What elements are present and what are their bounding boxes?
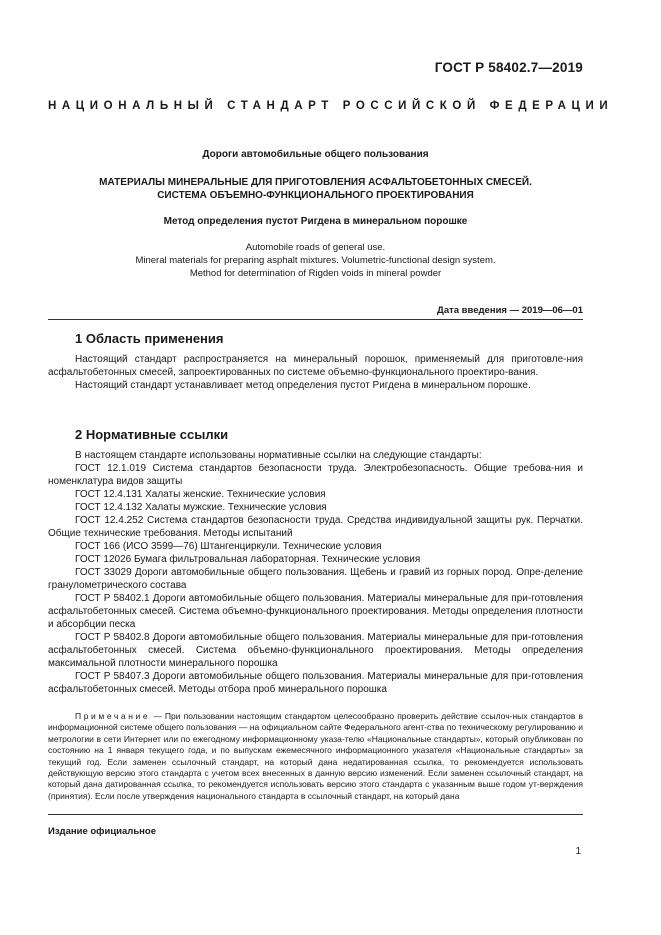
title-english (48, 241, 583, 280)
header-divider (48, 319, 583, 320)
note-label: Примечание (75, 711, 151, 721)
national-standard-banner: НАЦИОНАЛЬНЫЙ СТАНДАРТ РОССИЙСКОЙ ФЕДЕРАЦИИ (48, 100, 614, 112)
page-number: 1 (575, 846, 581, 857)
footer-divider (48, 814, 583, 815)
section1-paragraph: Настоящий стандарт устанавливает метод определения пустот Ригдена в минеральном порошке. (75, 380, 531, 391)
note-text: — При пользовании настоящим стандартом целесообразно проверить действие ссылоч-ных стандартов в информационной системе общего пользования — на официальном сайте Федерального агент-ства по техническому регулированию и метрологии в сети Интернет или по ежегодному информационному указа-телю «Национальные стандарты», который опубликован по состоянию на 1 января текущего года, и по выпускам ежемесячного информационного указателя «Национальные стандарты» за текущий год. Если заменен ссылочный стандарт, на который дана недатированная ссылка, то рекомендуется использовать действующую версию этого стандарта с учетом всех внесенных в данную версию изменений. Если заменен ссылочный стандарт, на который дана датированная ссылка, то рекомендуется использовать версию этого стандарта с указанным выше годом ут-верждения (принятия). Если после утверждения национального стандарта в ссылочный стандарт, на который дана (48, 711, 583, 801)
reference-item: ГОСТ 33029 Дороги автомобильные общего пользования. Щебень и гравий из горных пород. Опре-деление гранулометрического состава (48, 567, 583, 591)
title-group: Дороги автомобильные общего пользования (202, 149, 429, 160)
title-english-line2: Mineral materials for preparing asphalt mixtures. Volumetric-functional design system. (135, 255, 496, 266)
title-english-line1: Automobile roads of general use. (245, 242, 386, 253)
reference-item: ГОСТ Р 58402.1 Дороги автомобильные общего пользования. Материалы минеральные для при-готовления асфальтобетонных смесей. Система объемно-функционального проектирования. Методы определения плотности и абсорбции песка (48, 593, 583, 630)
section2-body (48, 449, 583, 696)
reference-item: ГОСТ Р 58402.8 Дороги автомобильные общего пользования. Материалы минеральные для при-готовления асфальтобетонных смесей. Система объемно-функционального проектирования. Методы определения максимальной плотности минерального порошка (48, 632, 583, 669)
reference-item: В настоящем стандарте использованы нормативные ссылки на следующие стандарты: (75, 450, 482, 461)
section1-heading: 1 Область применения (75, 331, 224, 346)
official-edition-label: Издание официальное (48, 826, 156, 837)
title-main-line1: МАТЕРИАЛЫ МИНЕРАЛЬНЫЕ ДЛЯ ПРИГОТОВЛЕНИЯ АСФАЛЬТОБЕТОННЫХ СМЕСЕЙ. (99, 177, 532, 188)
reference-item: ГОСТ 12.1.019 Система стандартов безопасности труда. Электробезопасность. Общие требова-ния и номенклатура видов защиты (48, 463, 583, 487)
title-main-line2: СИСТЕМА ОБЪЕМНО-ФУНКЦИОНАЛЬНОГО ПРОЕКТИРОВАНИЯ (157, 190, 474, 201)
section1-paragraph: Настоящий стандарт распространяется на минеральный порошок, применяемый для приготовле-ния асфальтобетонных смесей, запроектированных по системе объемно-функционального проектиро-вания. (48, 354, 583, 378)
section1-body (48, 353, 583, 392)
reference-item: ГОСТ 12.4.132 Халаты мужские. Технические условия (75, 502, 327, 513)
title-main (48, 176, 583, 202)
reference-item: ГОСТ 12.4.131 Халаты женские. Технические условия (75, 489, 326, 500)
reference-item: ГОСТ 12026 Бумага фильтровальная лабораторная. Технические условия (75, 554, 421, 565)
introduction-date: Дата введения — 2019—06—01 (437, 305, 583, 316)
standard-code: ГОСТ Р 58402.7—2019 (434, 60, 583, 75)
section2-heading: 2 Нормативные ссылки (75, 427, 229, 442)
title-english-line3: Method for determination of Rigden voids in mineral powder (189, 268, 442, 279)
title-method: Метод определения пустот Ригдена в минеральном порошке (163, 216, 468, 227)
reference-item: ГОСТ 12.4.252 Система стандартов безопасности труда. Средства индивидуальной защиты рук. Перчатки. Общие технические требования. Методы испытаний (48, 515, 583, 539)
note-block (48, 711, 583, 802)
reference-item: ГОСТ 166 (ИСО 3599—76) Штангенциркули. Технические условия (75, 541, 382, 552)
reference-item: ГОСТ Р 58407.3 Дороги автомобильные общего пользования. Материалы минеральные для при-готовления асфальтобетонных смесей. Методы отбора проб минерального порошка (48, 671, 583, 695)
